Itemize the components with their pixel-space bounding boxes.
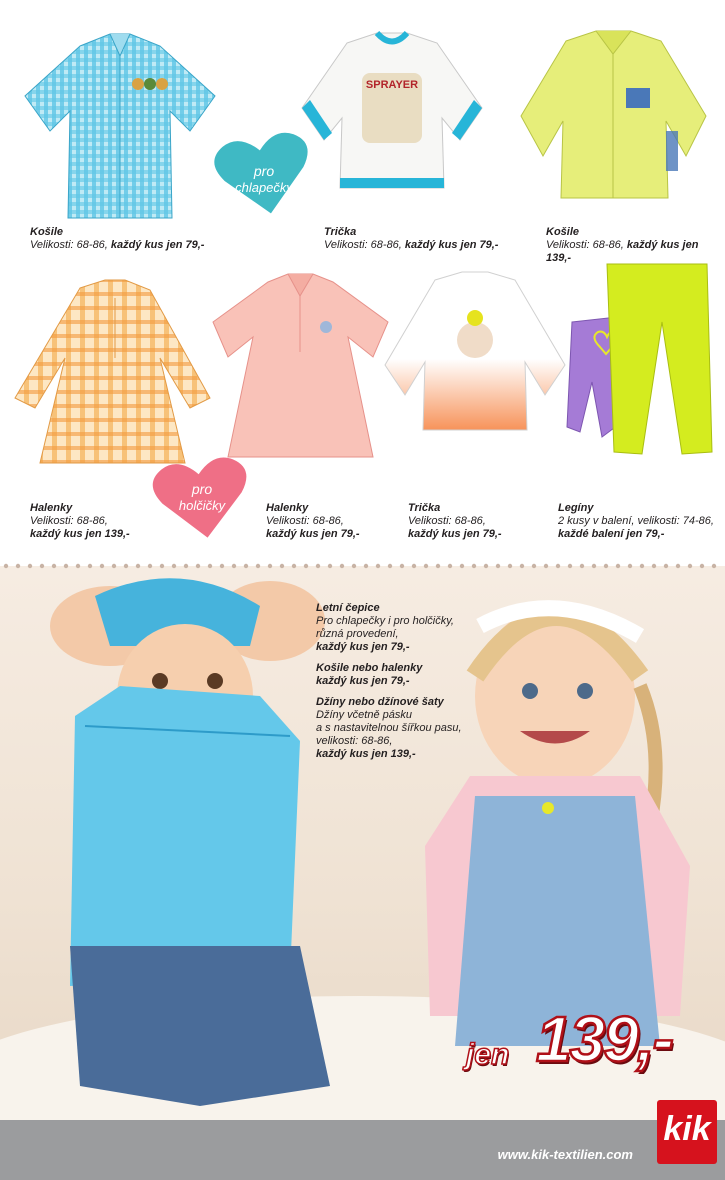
promo-jeans-line1: Džíny včetně pásku [316, 709, 412, 721]
price-prefix: jen [466, 1038, 510, 1071]
caption-sizes: Velikosti: 68-86, [546, 239, 627, 251]
divider-dot [340, 564, 344, 568]
caption-price: každý kus jen 139,- [546, 239, 699, 264]
caption-product-7 [558, 502, 714, 541]
promo-cap-price: každý kus jen 79,- [316, 641, 410, 653]
product-image-girls-pink-blouse [208, 272, 393, 462]
caption-sizes: Velikosti: 68-86, [30, 239, 111, 251]
divider-dot [376, 564, 380, 568]
divider-dot [652, 564, 656, 568]
divider-dot [712, 564, 716, 568]
divider-dot [268, 564, 272, 568]
caption-title: Košile [30, 226, 64, 238]
divider-dot [292, 564, 296, 568]
divider-dot [616, 564, 620, 568]
caption-product-2 [324, 226, 498, 252]
promo-jeans-price: každý kus jen 139,- [316, 748, 416, 760]
caption-title: Trička [408, 502, 441, 514]
promo-jeans-title: Džíny nebo džínové šaty [316, 696, 444, 708]
caption-product-5 [266, 502, 360, 541]
divider-dot [232, 564, 236, 568]
product-image-leggings [562, 262, 717, 462]
scalloped-divider [0, 558, 725, 576]
divider-dot [436, 564, 440, 568]
kik-logo-text: kik [663, 1110, 711, 1148]
caption-title: Legíny [558, 502, 594, 514]
promo-text [316, 602, 462, 761]
promo-cap-line2: různá provedení, [316, 628, 399, 640]
divider-dot [700, 564, 704, 568]
kik-logo[interactable] [657, 1100, 717, 1164]
caption-price: každý kus jen 79,- [408, 528, 502, 540]
promo-cap-title: Letní čepice [316, 602, 380, 614]
caption-sizes: 2 kusy v balení, velikosti: 74-86, [558, 515, 714, 527]
divider-dot [160, 564, 164, 568]
caption-price: každý kus jen 79,- [266, 528, 360, 540]
divider-dot [16, 564, 20, 568]
divider-dot [256, 564, 260, 568]
tag-girls [152, 454, 252, 542]
divider-dot [640, 564, 644, 568]
divider-dot [424, 564, 428, 568]
divider-dot [400, 564, 404, 568]
divider-dot [196, 564, 200, 568]
tag-boys-line1: pro [253, 163, 275, 179]
caption-price: každý kus jen 79,- [404, 239, 499, 251]
promo-shirt-title: Košile nebo halenky [316, 662, 423, 674]
divider-dot [76, 564, 80, 568]
divider-dot [628, 564, 632, 568]
divider-dot [556, 564, 560, 568]
divider-dot [64, 564, 68, 568]
divider-dot [688, 564, 692, 568]
caption-sizes: Velikosti: 68-86, [408, 515, 486, 527]
product-image-boys-tshirt [292, 28, 492, 198]
caption-price: každý kus jen 79,- [110, 239, 205, 251]
divider-dot [520, 564, 524, 568]
divider-dot [604, 564, 608, 568]
divider-dot [412, 564, 416, 568]
tag-boys-line2: chlapečky [235, 180, 293, 195]
divider-dot [52, 564, 56, 568]
promo-cap-line1: Pro chlapečky i pro holčičky, [316, 615, 454, 627]
divider-dot [124, 564, 128, 568]
product-image-girls-tshirt [380, 270, 570, 435]
divider-dot [508, 564, 512, 568]
promo-jeans-line3: velikosti: 68-86, [316, 735, 393, 747]
divider-dot [496, 564, 500, 568]
divider-dot [244, 564, 248, 568]
caption-title: Halenky [266, 502, 309, 514]
divider-dot [364, 564, 368, 568]
promo-jeans-line2: a s nastavitelnou šířkou pasu, [316, 722, 462, 734]
divider-dot [100, 564, 104, 568]
caption-product-6 [408, 502, 502, 541]
divider-dot [4, 564, 8, 568]
divider-dot [88, 564, 92, 568]
divider-dot [136, 564, 140, 568]
divider-dot [148, 564, 152, 568]
divider-dot [592, 564, 596, 568]
caption-title: Halenky [30, 502, 73, 514]
divider-dot [664, 564, 668, 568]
divider-dot [28, 564, 32, 568]
tag-boys [214, 130, 314, 218]
caption-price: každé balení jen 79,- [558, 528, 665, 540]
divider-dot [544, 564, 548, 568]
divider-dot [532, 564, 536, 568]
caption-product-1 [30, 226, 204, 252]
caption-title: Trička [324, 226, 357, 238]
divider-dot [316, 564, 320, 568]
divider-dot [280, 564, 284, 568]
divider-dot [472, 564, 476, 568]
divider-dot [568, 564, 572, 568]
divider-dot [172, 564, 176, 568]
divider-dot [328, 564, 332, 568]
divider-dot [40, 564, 44, 568]
svg-text:SPRAYER: SPRAYER [365, 79, 419, 91]
divider-dot [184, 564, 188, 568]
product-image-boys-gingham-shirt [20, 26, 220, 226]
divider-dot [460, 564, 464, 568]
price-value: 139,- [536, 1003, 672, 1075]
divider-dot [388, 564, 392, 568]
divider-dot [580, 564, 584, 568]
divider-dot [676, 564, 680, 568]
caption-product-3 [546, 226, 725, 265]
footer-url[interactable]: www.kik-textilien.com [497, 1147, 633, 1162]
tag-girls-line1: pro [191, 481, 213, 497]
divider-dot [448, 564, 452, 568]
tag-girls-line2: holčičky [178, 498, 226, 513]
caption-sizes: Velikosti: 68-86, [324, 239, 405, 251]
product-image-boys-lime-shirt [516, 26, 711, 206]
promo-shirt-price: každý kus jen 79,- [316, 675, 410, 687]
divider-dot [208, 564, 212, 568]
caption-sizes: Velikosti: 68-86, [266, 515, 344, 527]
divider-dot [484, 564, 488, 568]
product-image-girls-plaid-blouse [10, 278, 215, 468]
divider-dot [220, 564, 224, 568]
caption-sizes: Velikosti: 68-86, [30, 515, 108, 527]
divider-dot [112, 564, 116, 568]
caption-price: každý kus jen 139,- [30, 528, 130, 540]
divider-dot [352, 564, 356, 568]
caption-title: Košile [546, 226, 580, 238]
caption-product-4 [30, 502, 130, 541]
divider-dot [304, 564, 308, 568]
